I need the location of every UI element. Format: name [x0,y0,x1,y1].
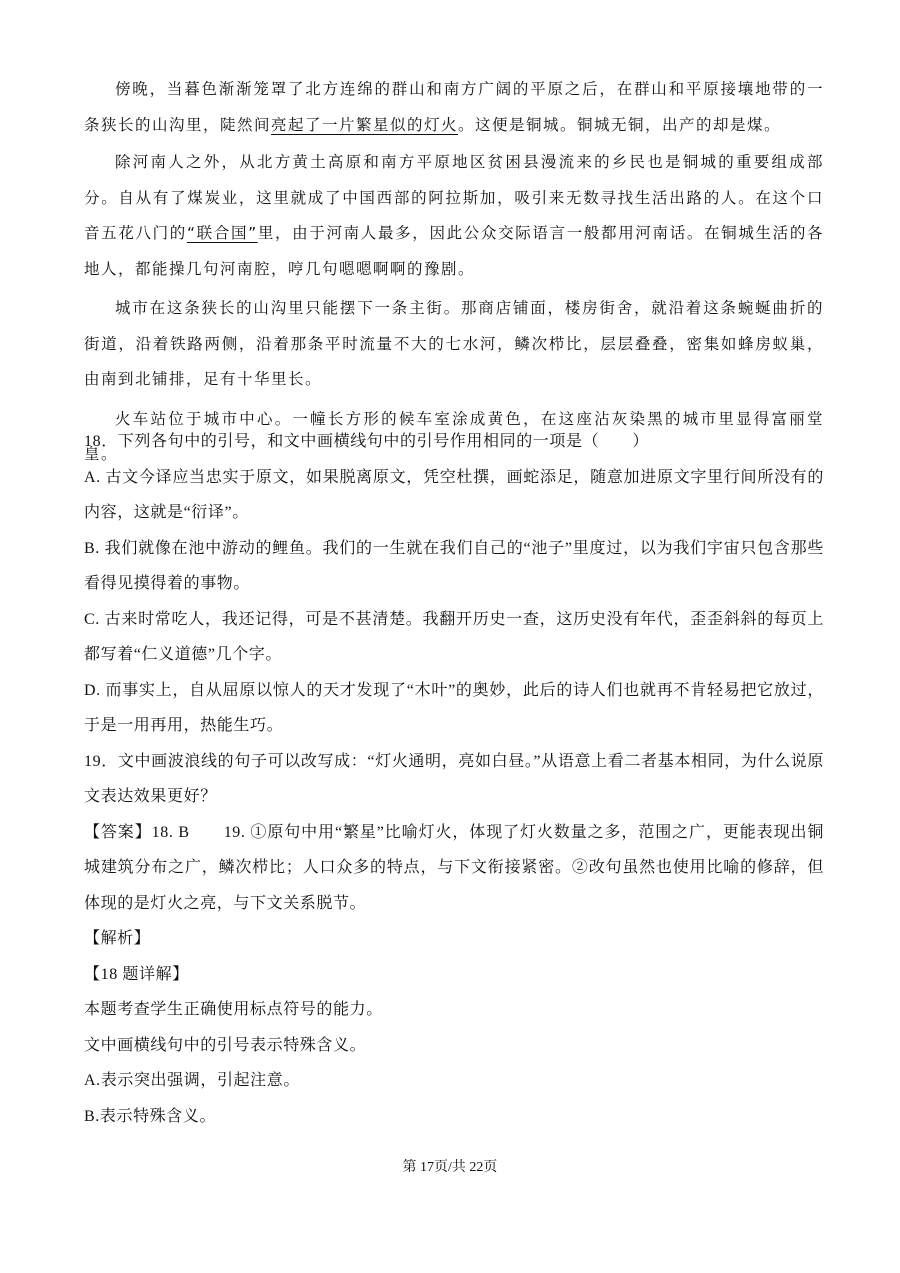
analysis-line-2: 文中画横线句中的引号表示特殊含义。 [84,1036,367,1054]
question-18: 18．下列各句中的引号，和文中画横线句中的引号作用相同的一项是（ ） [84,433,650,450]
option-c: C. 古来时常吃人，我还记得，可是不甚清楚。我翻开历史一查，这历史没有年代，歪歪斜斜的每页上都写着“仁义道德”几个字。 [84,610,824,663]
option-d: D. 而事实上，自从屈原以惊人的天才发现了“木叶”的奥妙，此后的诗人们也就再不肯轻易把它放过，于是一用再用，热能生巧。 [84,681,824,734]
underlined-quote: “联合国” [186,224,258,242]
underlined-phrase: 亮起了一片繁星似的灯火 [271,115,459,134]
passage-paragraph-2: 除河南人之外，从北方黄土高原和南方平原地区贫困县漫流来的乡民也是铜城的重要组成部分。自从有了煤炭业，这里就成了中国西部的阿拉斯加，吸引来无数寻找生活出路的人。在这个口音五花八门的“联合国”里，由于河南人最多，因此公众交际语言一般都用河南话。在铜城生活的各地人，都能操几句河南腔，哼几句嗯嗯啊啊的豫剧。 [84,153,824,278]
passage-paragraph-3: 城市在这条狭长的山沟里只能摆下一条主街。那商店铺面，楼房街舍，就沿着这条蜿蜒曲折的街道，沿着铁路两侧，沿着那条平时流量不大的七水河，鳞次栉比，层层叠叠，密集如蜂房蚁巢，由南到北铺排，足有十华里长。 [84,299,824,388]
reading-passage [84,72,824,473]
page-footer: 第 17页/共 22页 [402,1160,498,1175]
detail-18-heading: 【18 题详解】 [84,965,189,983]
question-block [84,424,824,1134]
passage-paragraph-4: 火车站位于城市中心。一幢长方形的候车室涂成黄色，在这座沾灰染黑的城市里显得富丽堂皇。 [84,409,824,463]
passage-paragraph-1: 傍晚，当暮色渐渐笼罩了北方连绵的群山和南方广阔的平原之后，在群山和平原接壤地带的一条狭长的山沟里，陡然间亮起了一片繁星似的灯火。这便是铜城。铜城无铜，出产的却是煤。 [84,80,824,134]
answer-text: 【答案】18. B 19. ①原句中用“繁星”比喻灯火，体现了灯火数量之多，范围之广，更能表现出铜城建筑分布之广，鳞次栉比；人口众多的特点，与下文衔接紧密。②改句虽然也使用比喻的修辞，但体现的是灯火之亮，与下文关系脱节。 [84,823,824,912]
analysis-line-a: A.表示突出强调，引起注意。 [84,1072,300,1089]
option-a: A. 古文今译应当忠实于原文，如果脱离原文，凭空杜撰，画蛇添足，随意加进原文字里行间所没有的内容，这就是“衍译”。 [84,468,824,521]
analysis-line-1: 本题考查学生正确使用标点符号的能力。 [84,1001,383,1018]
analysis-line-b: B.表示特殊含义。 [84,1107,217,1125]
option-b: B. 我们就像在池中游动的鲤鱼。我们的一生就在我们自己的“池子”里度过，以为我们宇宙只包含那些看得见摸得着的事物。 [84,539,824,592]
analysis-heading: 【解析】 [84,930,151,947]
question-19: 19．文中画波浪线的句子可以改写成：“灯火通明，亮如白昼。”从语意上看二者基本相同，为什么说原文表达效果更好？ [84,752,824,805]
